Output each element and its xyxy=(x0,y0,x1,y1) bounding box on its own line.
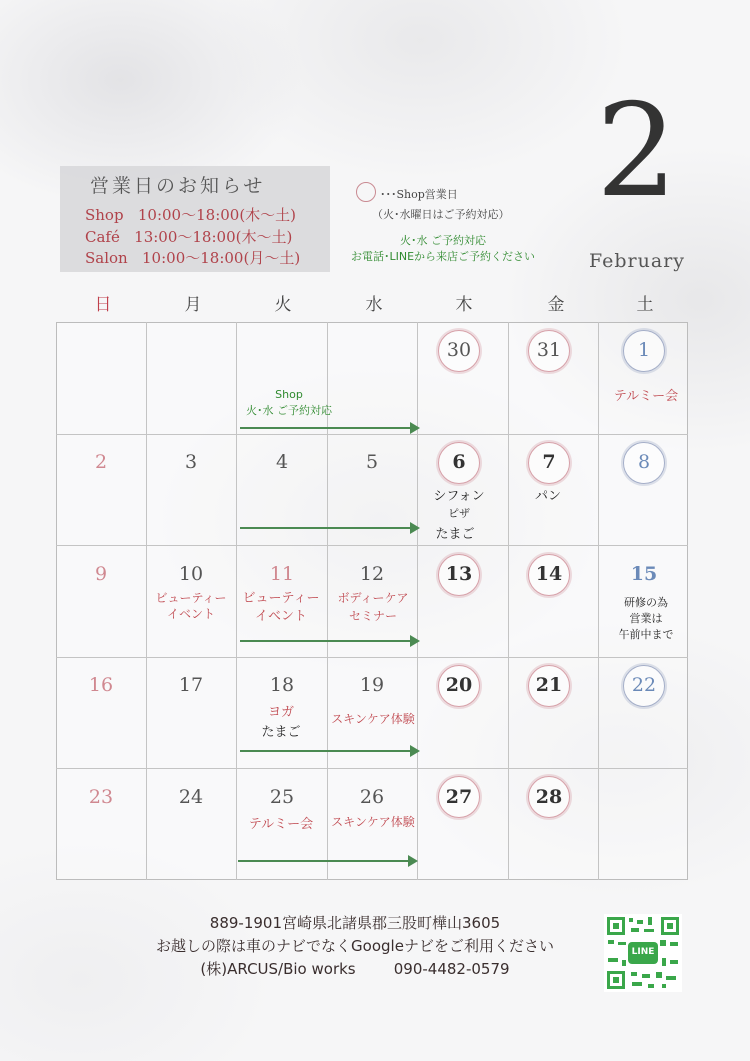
legend-green-contact: お電話･LINEから来店ご予約ください xyxy=(351,250,536,263)
arrow-icon xyxy=(240,640,418,642)
event-day-15-morning: 午前中まで xyxy=(618,628,674,641)
weekday-sun: 日 xyxy=(94,295,112,315)
notice-title: 営業日のお知らせ xyxy=(90,175,266,197)
day-5: 5 xyxy=(365,451,379,473)
shop-hours: Shop 10:00〜18:00(木〜土) xyxy=(85,206,297,224)
legend-circle-icon xyxy=(356,182,376,202)
month-number: 2 xyxy=(596,77,678,226)
event-day-6-egg: たまご xyxy=(435,527,475,542)
day-17: 17 xyxy=(178,674,204,696)
day-9: 9 xyxy=(94,563,108,585)
footer-navi-note: お越しの際は車のナビでなくGoogleナビをご利用ください xyxy=(156,937,554,955)
grid-divider xyxy=(508,322,509,880)
grid-divider xyxy=(56,545,688,546)
event-day-12-seminar: セミナー xyxy=(348,609,397,623)
weekday-mon: 月 xyxy=(184,295,202,315)
day-23: 23 xyxy=(88,786,114,808)
event-day-10-event: イベント xyxy=(166,607,215,621)
day-11: 11 xyxy=(269,563,295,585)
day-25: 25 xyxy=(269,786,295,808)
event-day-18-yoga: ヨガ xyxy=(267,705,294,720)
footer-company-phone: (株)ARCUS/Bio works 090-4482-0579 xyxy=(200,960,510,978)
day-24: 24 xyxy=(178,786,204,808)
grid-divider xyxy=(56,434,688,435)
legend-reservation-note: （火･水曜日はご予約対応） xyxy=(372,208,510,221)
day-22: 22 xyxy=(631,674,657,696)
day-4: 4 xyxy=(275,451,289,473)
day-1: 1 xyxy=(637,339,651,361)
day-12: 12 xyxy=(359,563,385,585)
event-day-15-business: 営業は xyxy=(629,612,663,625)
event-day-18-egg: たまご xyxy=(261,725,301,740)
arrow-icon xyxy=(240,427,418,429)
day-20: 20 xyxy=(445,674,473,696)
grid-divider xyxy=(56,768,688,769)
day-31: 31 xyxy=(536,339,562,361)
month-name: February xyxy=(589,250,686,272)
salon-hours: Salon 10:00〜18:00(月〜土) xyxy=(85,249,301,267)
arrow-icon xyxy=(238,860,416,862)
event-day-10-beauty: ビューティー xyxy=(155,591,227,605)
day-7: 7 xyxy=(542,451,556,473)
weekday-tue: 火 xyxy=(274,295,292,315)
arrow-icon xyxy=(240,527,418,529)
event-day-26-skincare: スキンケア体験 xyxy=(331,815,415,829)
arrow-icon xyxy=(240,750,418,752)
day-16: 16 xyxy=(88,674,114,696)
day-10: 10 xyxy=(178,563,204,585)
weekday-wed: 水 xyxy=(365,295,383,315)
grid-divider xyxy=(56,657,688,658)
legend-shop-open: ･･･Shop営業日 xyxy=(380,188,458,201)
day-2: 2 xyxy=(94,451,108,473)
event-day-1: テルミー会 xyxy=(613,389,679,404)
event-day-11-event: イベント xyxy=(254,609,307,624)
event-day-25-therumi: テルミー会 xyxy=(248,817,314,832)
weekday-thu: 木 xyxy=(455,295,473,315)
day-15: 15 xyxy=(630,563,658,585)
cafe-hours: Café 13:00〜18:00(木〜土) xyxy=(85,228,293,246)
shop-note-title: Shop xyxy=(275,388,303,401)
event-day-15-training: 研修の為 xyxy=(624,596,668,609)
day-18: 18 xyxy=(269,674,295,696)
event-day-6-chiffon: シフォン xyxy=(433,489,485,504)
legend-green-reservation: 火･水 ご予約対応 xyxy=(400,234,486,247)
day-26: 26 xyxy=(359,786,385,808)
day-13: 13 xyxy=(445,563,473,585)
day-30: 30 xyxy=(446,339,472,361)
weekday-sat: 土 xyxy=(636,295,654,315)
event-day-11-beauty: ビューティー xyxy=(242,591,320,606)
event-day-7-bread: パン xyxy=(534,489,561,504)
line-qr-code-icon[interactable] xyxy=(604,914,682,992)
event-day-12-bodycare: ボディーケア xyxy=(337,591,409,605)
day-14: 14 xyxy=(535,563,563,585)
day-21: 21 xyxy=(535,674,563,696)
event-day-19-skincare: スキンケア体験 xyxy=(331,712,415,726)
day-27: 27 xyxy=(445,786,473,808)
day-8: 8 xyxy=(637,451,651,473)
weekday-fri: 金 xyxy=(547,295,565,315)
line-logo-label: LINE xyxy=(631,947,655,957)
event-day-6-pizza: ピザ xyxy=(448,507,470,520)
day-19: 19 xyxy=(359,674,385,696)
footer-address: 889-1901宮崎県北諸県郡三股町樺山3605 xyxy=(209,914,501,932)
day-3: 3 xyxy=(184,451,198,473)
day-6: 6 xyxy=(452,451,466,473)
day-28: 28 xyxy=(535,786,563,808)
shop-note-reservation: 火･水 ご予約対応 xyxy=(246,404,332,417)
